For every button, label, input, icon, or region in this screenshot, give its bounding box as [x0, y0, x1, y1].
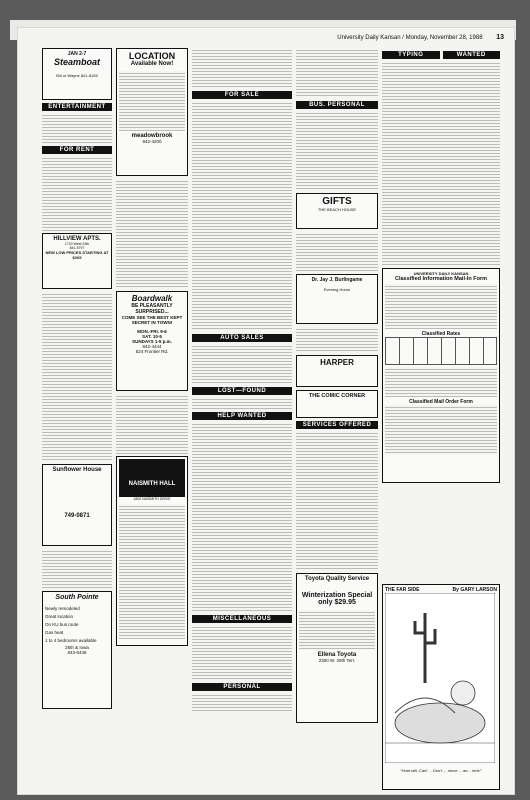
- naismith-copy: [119, 504, 185, 639]
- help-wanted-listings: [192, 422, 292, 612]
- hillview-prices: NEW LOW PRICES STARTING AT $265: [45, 250, 109, 260]
- col4-listings-mid: [296, 232, 378, 272]
- wanted-header: WANTED: [443, 51, 501, 59]
- comic-corner-ad: [296, 390, 378, 418]
- steamboat-name: Steamboat: [53, 57, 100, 67]
- rent-listings-col2: [116, 179, 188, 289]
- services-listings: [296, 431, 378, 571]
- doctor-hours: Evening Hours: [323, 287, 351, 292]
- location-ad: [116, 48, 188, 176]
- rent-listings-continued: [42, 292, 112, 462]
- hillview-phone: 841-5797: [69, 246, 85, 250]
- header-text: University Daily Kansan / Monday, November 28, 1988: [337, 35, 483, 41]
- entertainment-listings: [42, 113, 112, 143]
- page-number: 13: [496, 34, 504, 41]
- col4-listings-mid2: [296, 327, 378, 353]
- boardwalk-line2: COME SEE THE BEST KEPT SECRET IN TOWN!: [121, 315, 183, 325]
- location-subtitle: Available Now!: [130, 61, 174, 67]
- doctor-ad: [296, 274, 378, 324]
- southpointe-item: 1 to 4 bedrooms available: [45, 638, 97, 643]
- location-phone: 842-4200: [142, 139, 162, 144]
- personal-header: PERSONAL: [192, 683, 292, 691]
- gifts-sub: THE BEACH HOUSE: [317, 207, 357, 212]
- help-wanted-header: HELP WANTED: [192, 412, 292, 420]
- location-details: [119, 71, 185, 131]
- toyota-ad: [296, 573, 378, 723]
- boardwalk-phone: 842-4444: [142, 344, 162, 349]
- hillview-title: HILLVIEW APTS.: [53, 236, 101, 242]
- col5-top-headers: [382, 48, 500, 61]
- toyota-dealer: Ellena Toyota: [317, 652, 357, 658]
- boardwalk-address: 524 Frontier Rd.: [135, 349, 169, 354]
- column-3: [192, 48, 292, 786]
- southpointe-item: Great location: [45, 614, 74, 619]
- bus-personal-header: BUS. PERSONAL: [296, 101, 378, 109]
- boardwalk-hours1: MON.-FRI. 9-6: [137, 329, 167, 334]
- bus-personal-listings: [296, 111, 378, 191]
- rent-listings-more: [42, 549, 112, 589]
- hillview-ad: [42, 233, 112, 289]
- southpointe-list: [45, 605, 109, 645]
- classified-rates-title: Classified Rates: [421, 331, 461, 337]
- boardwalk-hours2: SAT. 10-5: [142, 334, 162, 339]
- newspaper-page: [18, 28, 514, 794]
- typing-wanted-listings: [382, 61, 500, 266]
- comic-corner-title: THE COMIC CORNER: [308, 393, 366, 399]
- sunflower-title: Sunflower House: [52, 467, 102, 473]
- cartoon-drawing: [385, 593, 495, 763]
- southpointe-item: Gas heat: [45, 630, 64, 635]
- doctor-name: Dr. Jay J. Burlingame: [311, 277, 363, 283]
- southpointe-item: On KU bus route: [45, 622, 79, 627]
- cartoon-title: THE FAR SIDE: [385, 587, 420, 593]
- harper-title: HARPER: [320, 358, 354, 367]
- column-2: [116, 48, 188, 786]
- classified-form: [382, 268, 500, 483]
- classified-paper: UNIVERSITY DAILY KANSAN: [413, 271, 469, 276]
- steamboat-date: JAN 2-7: [67, 51, 87, 57]
- boardwalk-line1: BE PLEASANTLY SURPRISED...: [131, 303, 173, 315]
- for-sale-header: FOR SALE: [192, 91, 292, 99]
- classified-policy: [385, 284, 497, 329]
- typing-header: TYPING: [382, 51, 440, 59]
- column-1: [42, 48, 112, 786]
- naismith-ad: [116, 456, 188, 646]
- mail-order-title: Classified Mail Order Form: [409, 399, 473, 405]
- services-offered-header: SERVICES OFFERED: [296, 421, 378, 429]
- cartoon-author: By GARY LARSON: [452, 587, 497, 593]
- entertainment-header: ENTERTAINMENT: [42, 103, 112, 111]
- hillview-address: 1733 West 24th: [64, 242, 90, 246]
- sunflower-ad: [42, 464, 112, 546]
- toyota-address: 2300 W. 29th Terr.: [318, 658, 356, 663]
- classified-info: [385, 367, 497, 397]
- page-header: [42, 34, 504, 44]
- sunflower-phone: 749-0871: [64, 513, 90, 519]
- southpointe-item: Newly remodeled: [45, 606, 80, 611]
- boardwalk-hours3: SUNDAYS 1-5 p.m.: [132, 339, 172, 344]
- naismith-title: NAISMITH HALL: [128, 481, 176, 487]
- gifts-title: GIFTS: [322, 196, 352, 207]
- lost-found-listings: [192, 397, 292, 409]
- steamboat-contact: Bill or Wayne 841-8155: [56, 73, 98, 78]
- southpointe-ad: [42, 591, 112, 709]
- southpointe-address: 26th & Iowa: [65, 645, 89, 650]
- southpointe-phone: 843-6446: [67, 650, 87, 655]
- toyota-title: Toyota Quality Service: [304, 576, 370, 582]
- gifts-ad: [296, 193, 378, 229]
- classified-title: Classified Information Mail-In Form: [395, 276, 487, 282]
- naismith-address: 1800 NAISMITH DRIVE: [133, 497, 171, 501]
- cartoon-caption: "Hold still, Carl! ... Don't ... move ... an... inch!": [400, 768, 482, 773]
- miscellaneous-listings: [192, 625, 292, 680]
- column-4: [296, 48, 378, 786]
- lost-found-header: LOST—FOUND: [192, 387, 292, 395]
- mail-order-fields[interactable]: [385, 405, 497, 455]
- naismith-banner: [119, 459, 185, 497]
- personal-listings: [192, 693, 292, 713]
- steamboat-ad: [42, 48, 112, 100]
- miscellaneous-header: MISCELLANEOUS: [192, 615, 292, 623]
- for-rent-header: FOR RENT: [42, 146, 112, 154]
- boardwalk-name: Boardwalk: [131, 294, 173, 303]
- meadowbrook-logo: meadowbrook: [131, 133, 173, 139]
- auto-sales-header: AUTO SALES: [192, 334, 292, 342]
- rates-table: [385, 337, 497, 365]
- far-side-cartoon: [382, 584, 500, 790]
- for-rent-listings: [42, 156, 112, 231]
- col4-listings-top: [296, 48, 378, 98]
- column-5: [382, 48, 500, 574]
- harper-ad: [296, 355, 378, 387]
- auto-sales-listings: [192, 344, 292, 384]
- toyota-copy: [299, 610, 375, 650]
- rent-listings-col2b: [116, 394, 188, 454]
- wanted-listings-top: [192, 48, 292, 88]
- boardwalk-ad: [116, 291, 188, 391]
- location-title: LOCATION: [128, 51, 176, 61]
- toyota-special: Winterization Special only $29.95: [301, 592, 373, 606]
- southpointe-title: South Pointe: [55, 594, 99, 601]
- for-sale-listings: [192, 101, 292, 331]
